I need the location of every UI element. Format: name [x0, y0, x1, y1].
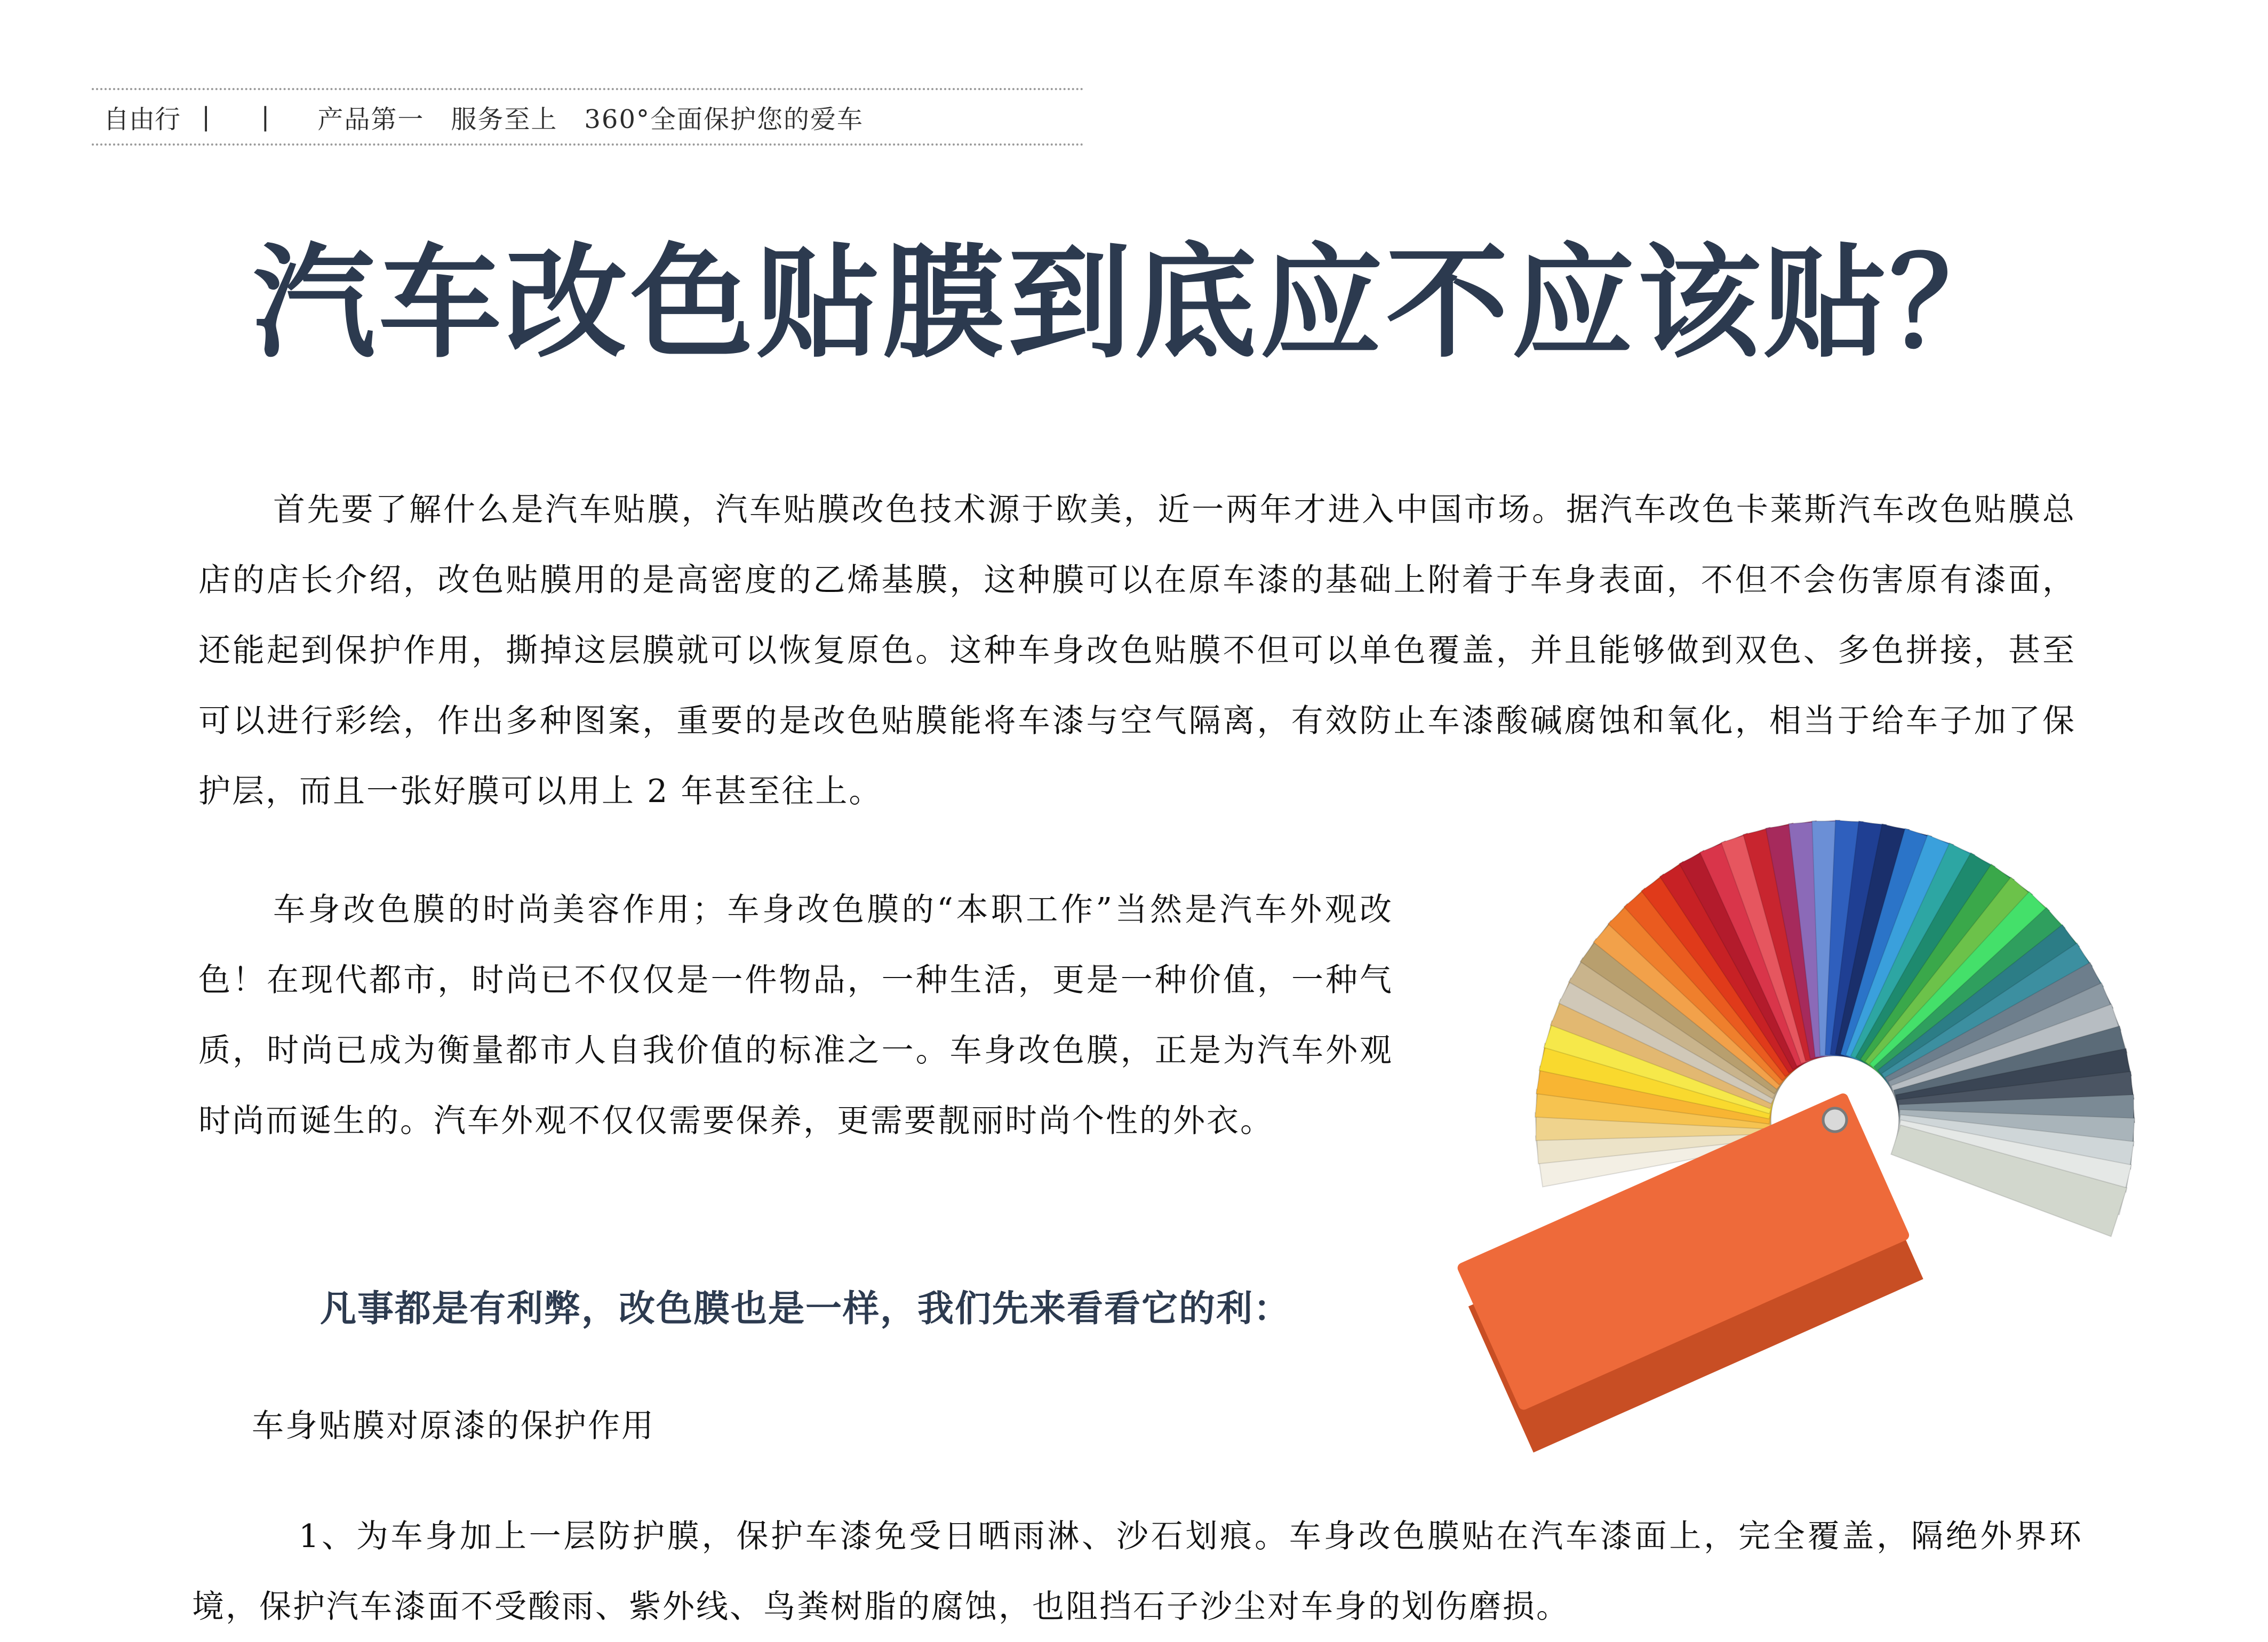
color-swatch-fan-image	[1397, 789, 2208, 1483]
page-title: 汽车改色贴膜到底应不应该贴？	[252, 233, 2015, 375]
header-brand: 自由行	[103, 104, 181, 134]
section-subheading: 车身贴膜对原漆的保护作用	[252, 1407, 655, 1445]
header-band	[92, 88, 1084, 146]
rivet-icon	[1823, 1108, 1847, 1132]
paragraph-intro: 首先要了解什么是汽车贴膜，汽车贴膜改色技术源于欧美，近一两年才进入中国市场。据汽车改色卡莱斯汽车改色贴膜总店的店长介绍，改色贴膜用的是高密度的乙烯基膜，这种膜可以在原车漆的基础上附着于车身表面，不但不会伤害原有漆面，还能起到保护作用，撕掉这层膜就可以恢复原色。这种车身改色贴膜不但可以单色覆盖，并且能够做到双色、多色拼接，甚至可以进行彩绘，作出多种图案，重要的是改色贴膜能将车漆与空气隔离，有效防止车漆酸碱腐蚀和氧化，相当于给车子加了保护层，而且一张好膜可以用上 2 年甚至往上。	[198, 491, 2076, 810]
header-separator: |	[202, 102, 211, 132]
header-slogan: 产品第一 服务至上 360°全面保护您的爱车	[317, 104, 864, 134]
header-separator-2: |	[261, 102, 270, 132]
paragraph-protection-1: 1、为车身加上一层防护膜，保护车漆免受日晒雨淋、沙石划痕。车身改色膜贴在汽车漆面上，完全覆盖，隔绝外界环境，保护汽车漆面不受酸雨、紫外线、鸟粪树脂的腐蚀，也阻挡石子沙尘对车身的划伤磨损。	[192, 1518, 2083, 1625]
highlight-heading: 凡事都是有利弊，改色膜也是一样，我们先来看看它的利：	[320, 1288, 1291, 1330]
paragraph-fashion: 车身改色膜的时尚美容作用；车身改色膜的“本职工作”当然是汽车外观改色！在现代都市，时尚已不仅仅是一件物品，一种生活，更是一种价值，一种气质，时尚已成为衡量都市人自我价值的标准之一。车身改色膜，正是为汽车外观时尚而诞生的。汽车外观不仅仅需要保养，更需要靓丽时尚个性的外衣。	[198, 891, 1393, 1140]
